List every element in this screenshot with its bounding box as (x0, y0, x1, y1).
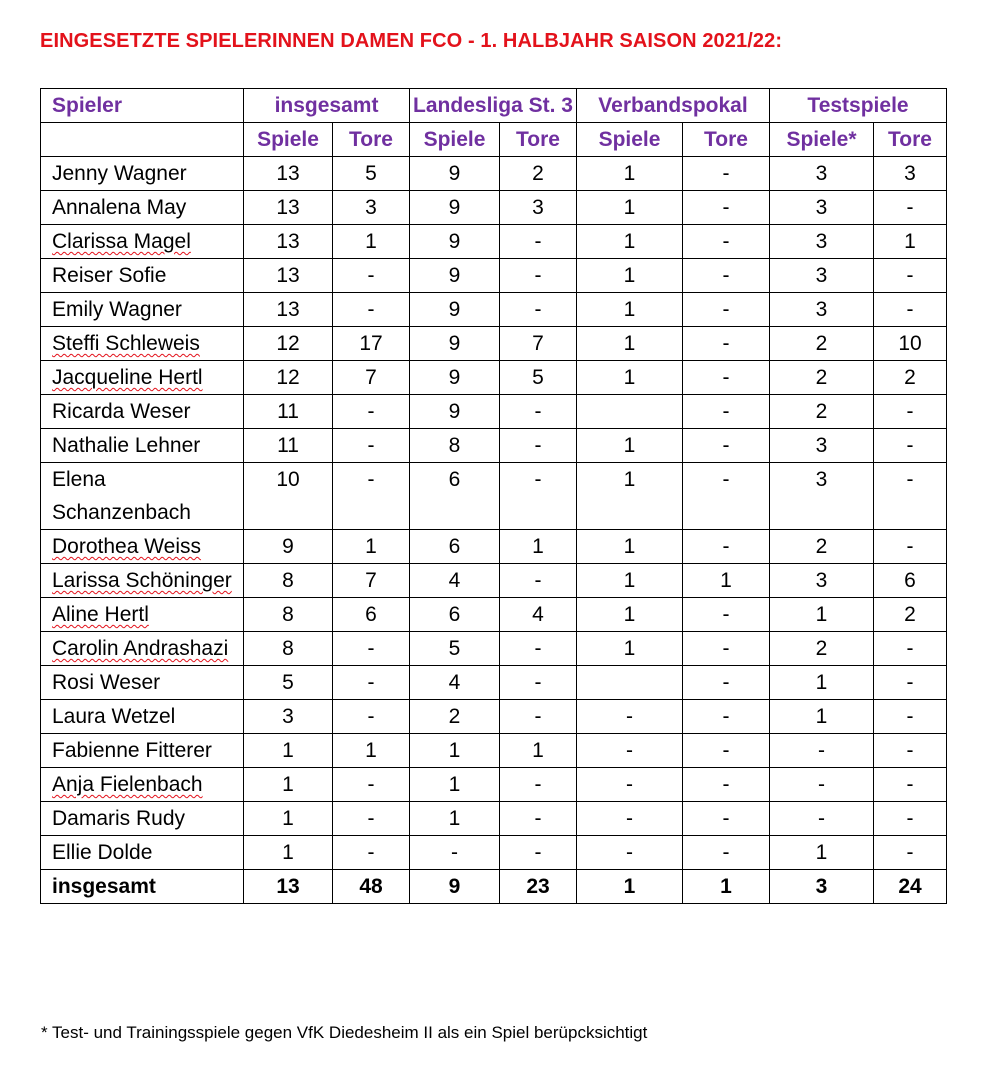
stat-cell: 1 (244, 768, 333, 802)
stat-cell: 1 (244, 734, 333, 768)
stat-cell: 4 (410, 564, 500, 598)
player-name: Fabienne Fitterer (41, 734, 244, 768)
stat-cell: - (500, 836, 577, 870)
stat-cell: 3 (770, 259, 874, 293)
table-row (41, 225, 947, 259)
stat-cell: 1 (333, 225, 410, 259)
stat-cell: - (333, 395, 410, 429)
table-row (41, 259, 947, 293)
stat-cell: 2 (770, 327, 874, 361)
table-row (41, 700, 947, 734)
stat-cell: - (333, 632, 410, 666)
table-row (41, 463, 947, 530)
stat-cell: 1 (333, 530, 410, 564)
header-sub: Tore (683, 123, 770, 157)
stat-cell: - (577, 734, 683, 768)
header-sub: Spiele (577, 123, 683, 157)
stat-cell: 9 (410, 395, 500, 429)
page-title: EINGESETZTE SPIELERINNEN DAMEN FCO - 1. HALBJAHR SAISON 2021/22: (40, 30, 783, 52)
stat-cell: 3 (770, 225, 874, 259)
stat-cell: 3 (770, 564, 874, 598)
total-cell: 13 (244, 870, 333, 904)
stat-cell: - (770, 802, 874, 836)
player-name: Ricarda Weser (41, 395, 244, 429)
stat-cell: 11 (244, 429, 333, 463)
stat-cell: 10 (244, 463, 333, 530)
stat-cell: 6 (410, 463, 500, 530)
stat-cell: 7 (500, 327, 577, 361)
stat-cell: 9 (410, 225, 500, 259)
table-row (41, 802, 947, 836)
player-name: Ellie Dolde (41, 836, 244, 870)
stat-cell: - (333, 768, 410, 802)
table-row (41, 666, 947, 700)
table-body (41, 157, 947, 870)
player-name: Larissa Schöninger (41, 564, 244, 598)
table-row (41, 836, 947, 870)
stat-cell: 1 (577, 429, 683, 463)
stat-cell: - (683, 734, 770, 768)
stat-cell: 9 (410, 361, 500, 395)
player-name: Reiser Sofie (41, 259, 244, 293)
stat-cell: - (874, 429, 947, 463)
header-sub: Spiele (244, 123, 333, 157)
footnote: * Test- und Trainingsspiele gegen VfK Diedesheim II als ein Spiel berüpcksichtigt (41, 1023, 648, 1042)
header-group-league: Landesliga St. 3 (410, 89, 577, 123)
stat-cell: - (874, 259, 947, 293)
stat-cell: - (770, 734, 874, 768)
stat-cell: 9 (410, 259, 500, 293)
header-row-sub (41, 123, 947, 157)
stat-cell: - (683, 361, 770, 395)
stat-cell: - (683, 429, 770, 463)
stat-cell: 3 (333, 191, 410, 225)
stat-cell: - (333, 700, 410, 734)
header-empty (41, 123, 244, 157)
stat-cell: - (577, 802, 683, 836)
stat-cell: - (683, 802, 770, 836)
stat-cell: 6 (410, 530, 500, 564)
stat-cell (577, 395, 683, 429)
header-player: Spieler (41, 89, 244, 123)
table-row (41, 598, 947, 632)
stat-cell: - (577, 768, 683, 802)
stat-cell: - (333, 666, 410, 700)
stat-cell: 1 (577, 293, 683, 327)
stat-cell: - (874, 293, 947, 327)
stat-cell: - (874, 734, 947, 768)
stat-cell: 8 (244, 564, 333, 598)
stat-cell: 1 (410, 734, 500, 768)
stat-cell: 3 (770, 463, 874, 530)
header-sub: Tore (333, 123, 410, 157)
stat-cell: - (500, 429, 577, 463)
player-name: Jacqueline Hertl (41, 361, 244, 395)
stat-cell: 1 (577, 259, 683, 293)
stat-cell: 3 (500, 191, 577, 225)
stat-cell: 4 (500, 598, 577, 632)
total-cell: 3 (770, 870, 874, 904)
stat-cell: 2 (770, 632, 874, 666)
stat-cell: - (500, 293, 577, 327)
stat-cell: - (500, 802, 577, 836)
stat-cell: 1 (244, 802, 333, 836)
stat-cell: 7 (333, 361, 410, 395)
stat-cell: 1 (577, 191, 683, 225)
stat-cell: - (874, 632, 947, 666)
player-name: Aline Hertl (41, 598, 244, 632)
stat-cell: - (683, 157, 770, 191)
stat-cell: - (500, 564, 577, 598)
stat-cell: - (333, 429, 410, 463)
stat-cell: 1 (770, 700, 874, 734)
stat-cell: 3 (874, 157, 947, 191)
table-row (41, 327, 947, 361)
header-row-groups (41, 89, 947, 123)
stat-cell: 1 (244, 836, 333, 870)
total-row (41, 870, 947, 904)
table-row (41, 734, 947, 768)
stat-cell: 10 (874, 327, 947, 361)
stat-cell: - (874, 191, 947, 225)
stat-cell: 3 (770, 157, 874, 191)
stat-cell: 9 (410, 327, 500, 361)
player-name: Jenny Wagner (41, 157, 244, 191)
stat-cell: 9 (410, 293, 500, 327)
header-sub: Spiele (410, 123, 500, 157)
table-row (41, 530, 947, 564)
stat-cell: 1 (683, 564, 770, 598)
stat-cell: 4 (410, 666, 500, 700)
stat-cell: 1 (770, 836, 874, 870)
stat-cell: 1 (577, 157, 683, 191)
header-group-test: Testspiele (770, 89, 947, 123)
player-name: Elena Schanzenbach (41, 463, 244, 530)
table-row (41, 191, 947, 225)
player-name: Steffi Schleweis (41, 327, 244, 361)
stat-cell: 11 (244, 395, 333, 429)
stat-cell: 8 (410, 429, 500, 463)
total-cell: 9 (410, 870, 500, 904)
player-name: Clarissa Magel (41, 225, 244, 259)
stat-cell: 13 (244, 157, 333, 191)
stat-cell: 2 (770, 395, 874, 429)
stat-cell: 3 (770, 191, 874, 225)
stat-cell: - (874, 768, 947, 802)
stat-cell: 3 (770, 429, 874, 463)
stat-cell: 1 (577, 598, 683, 632)
stat-cell: - (683, 327, 770, 361)
stat-cell: - (500, 666, 577, 700)
total-cell: 24 (874, 870, 947, 904)
stat-cell: - (500, 768, 577, 802)
stat-cell: - (683, 259, 770, 293)
stat-cell: - (683, 768, 770, 802)
stat-cell: 1 (577, 327, 683, 361)
stat-cell: - (333, 463, 410, 530)
stat-cell: 12 (244, 361, 333, 395)
stat-cell: - (683, 191, 770, 225)
player-name: Annalena May (41, 191, 244, 225)
stat-cell: 6 (333, 598, 410, 632)
stat-cell: 2 (770, 361, 874, 395)
stat-cell: 9 (410, 191, 500, 225)
stat-cell: - (874, 802, 947, 836)
stat-cell: - (333, 293, 410, 327)
stat-cell: 6 (410, 598, 500, 632)
stat-cell (577, 666, 683, 700)
stat-cell: - (333, 259, 410, 293)
stat-cell: - (683, 632, 770, 666)
table-row (41, 361, 947, 395)
stat-cell: - (874, 463, 947, 530)
player-name: Laura Wetzel (41, 700, 244, 734)
table-row (41, 293, 947, 327)
stat-cell: 2 (770, 530, 874, 564)
stat-cell: - (683, 836, 770, 870)
stat-cell: - (333, 802, 410, 836)
total-cell: 23 (500, 870, 577, 904)
player-name: Emily Wagner (41, 293, 244, 327)
player-name: Anja Fielenbach (41, 768, 244, 802)
stat-cell: - (683, 225, 770, 259)
stat-cell: - (333, 836, 410, 870)
player-name: Dorothea Weiss (41, 530, 244, 564)
stat-cell: 1 (577, 361, 683, 395)
stat-cell: 9 (244, 530, 333, 564)
table-row (41, 157, 947, 191)
stat-cell: 2 (874, 361, 947, 395)
stat-cell: 2 (500, 157, 577, 191)
stat-cell: 1 (577, 225, 683, 259)
stat-cell: - (500, 225, 577, 259)
stat-cell: 1 (577, 632, 683, 666)
stat-cell: - (683, 293, 770, 327)
stat-cell: 17 (333, 327, 410, 361)
stat-cell: 5 (333, 157, 410, 191)
stat-cell: - (577, 836, 683, 870)
stat-cell: 1 (500, 530, 577, 564)
stat-cell: 12 (244, 327, 333, 361)
table-row (41, 429, 947, 463)
total-cell: 1 (683, 870, 770, 904)
stat-cell: 1 (770, 598, 874, 632)
stat-cell: - (500, 395, 577, 429)
stat-cell: - (500, 259, 577, 293)
stat-cell: 1 (333, 734, 410, 768)
stat-cell: - (683, 598, 770, 632)
stat-cell: 1 (410, 802, 500, 836)
player-name: Rosi Weser (41, 666, 244, 700)
stat-cell: 13 (244, 225, 333, 259)
table-row (41, 564, 947, 598)
total-cell: 48 (333, 870, 410, 904)
player-name: Damaris Rudy (41, 802, 244, 836)
stat-cell: 1 (500, 734, 577, 768)
table-row (41, 395, 947, 429)
stat-cell: - (683, 666, 770, 700)
player-name: Carolin Andrashazi (41, 632, 244, 666)
stat-cell: 13 (244, 191, 333, 225)
stat-cell: 1 (577, 530, 683, 564)
stat-cell: 2 (410, 700, 500, 734)
table-row (41, 768, 947, 802)
stat-cell: 8 (244, 632, 333, 666)
stat-cell: - (874, 836, 947, 870)
stat-cell: 2 (874, 598, 947, 632)
stat-cell: - (410, 836, 500, 870)
header-sub: Spiele* (770, 123, 874, 157)
stat-cell: 3 (244, 700, 333, 734)
stat-cell: - (683, 530, 770, 564)
stat-cell: 5 (500, 361, 577, 395)
stat-cell: - (874, 395, 947, 429)
stat-cell: 6 (874, 564, 947, 598)
player-name: Nathalie Lehner (41, 429, 244, 463)
stat-cell: - (683, 395, 770, 429)
stat-cell: 1 (770, 666, 874, 700)
table-row (41, 632, 947, 666)
stat-cell: 1 (410, 768, 500, 802)
stat-cell: 8 (244, 598, 333, 632)
stat-cell: - (683, 700, 770, 734)
stat-cell: 3 (770, 293, 874, 327)
stat-cell: - (500, 700, 577, 734)
header-sub: Tore (500, 123, 577, 157)
header-sub: Tore (874, 123, 947, 157)
stat-cell: - (874, 530, 947, 564)
stat-cell: - (770, 768, 874, 802)
stat-cell: - (874, 700, 947, 734)
stat-cell: - (683, 463, 770, 530)
stat-cell: - (500, 463, 577, 530)
stat-cell: 1 (577, 564, 683, 598)
total-cell: 1 (577, 870, 683, 904)
player-stats-table (40, 88, 947, 904)
stat-cell: 5 (410, 632, 500, 666)
stat-cell: 5 (244, 666, 333, 700)
stat-cell: 7 (333, 564, 410, 598)
stat-cell: 1 (577, 463, 683, 530)
stat-cell: 13 (244, 259, 333, 293)
header-group-cup: Verbandspokal (577, 89, 770, 123)
stat-cell: 9 (410, 157, 500, 191)
stat-cell: - (577, 700, 683, 734)
stat-cell: 13 (244, 293, 333, 327)
total-label: insgesamt (41, 870, 244, 904)
header-group-total: insgesamt (244, 89, 410, 123)
stat-cell: - (500, 632, 577, 666)
stat-cell: 1 (874, 225, 947, 259)
stat-cell: - (874, 666, 947, 700)
